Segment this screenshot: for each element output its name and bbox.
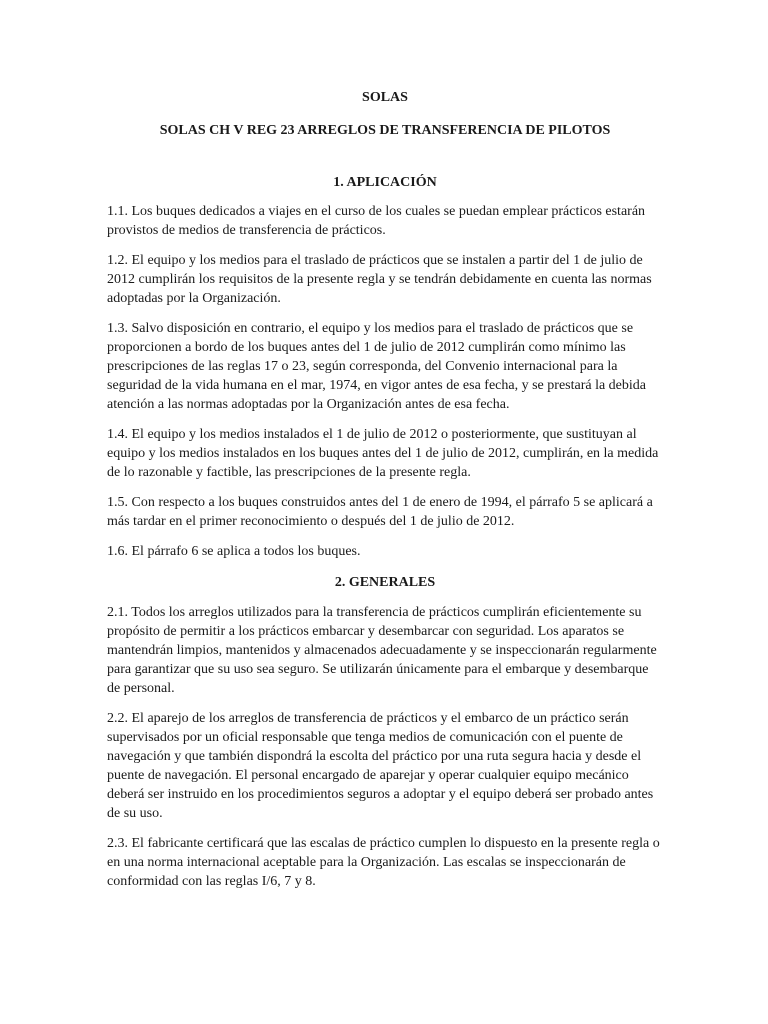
section-heading: 2. GENERALES [334, 575, 436, 590]
paragraph-1-2: 1.2. El equipo y los medios para el traslado de prácticos que se instalen a partir del 1 de julio de 2012 cumplirán los requisitos de la presente regla y se tendrán debidamente en cuenta las normas adoptadas por la Organización. [107, 253, 652, 306]
paragraph-1-3: 1.3. Salvo disposición en contrario, el equipo y los medios para el traslado de prácticos que se proporcionen a bordo de los buques antes del 1 de julio de 2012 cumplirán como mínimo las prescripciones de las reglas 17 o 23, según corresponda, del Convenio internacional para la seguridad de la vida humana en el mar, 1974, en vigor antes de esa fecha, y se prestará la debida atención a las normas adoptadas por la Organización antes de esa fecha. [107, 321, 646, 412]
paragraph-2-3: 2.3. El fabricante certificará que las escalas de práctico cumplen lo dispuesto en la presente regla o en una norma internacional aceptable para la Organización. Las escalas se inspeccionarán de conformidad con las reglas I/6, 7 y 8. [107, 836, 660, 889]
document-title: SOLAS [362, 90, 408, 105]
section-aplicacion [107, 173, 663, 561]
section-heading: 1. APLICACIÓN [333, 175, 437, 190]
paragraph-2-2: 2.2. El aparejo de los arreglos de transferencia de prácticos y el embarco de un práctico serán supervisados por un oficial responsable que tenga medios de comunicación con el puente de navegación y que también dispondrá la escolta del práctico por una ruta segura hacia y desde el puente de navegación. El personal encargado de aparejar y operar cualquier equipo mecánico deberá ser instruido en los procedimientos seguros a adoptar y el equipo deberá ser probado antes de su uso. [107, 711, 654, 821]
paragraph-1-4: 1.4. El equipo y los medios instalados el 1 de julio de 2012 o posteriormente, que sustituyan al equipo y los medios instalados en los buques antes del 1 de julio de 2012, cumplirán, en la medida de lo razonable y factible, las prescripciones de la presente regla. [107, 427, 659, 480]
document-page [107, 88, 663, 902]
paragraph-1-5: 1.5. Con respecto a los buques construidos antes del 1 de enero de 1994, el párrafo 5 se aplicará a más tardar en el primer reconocimiento o después del 1 de julio de 2012. [107, 495, 653, 529]
document-subtitle: SOLAS CH V REG 23 ARREGLOS DE TRANSFERENCIA DE PILOTOS [159, 123, 611, 138]
paragraph-1-6: 1.6. El párrafo 6 se aplica a todos los buques. [107, 544, 361, 559]
section-generales [107, 573, 663, 891]
paragraph-2-1: 2.1. Todos los arreglos utilizados para la transferencia de prácticos cumplirán eficientemente su propósito de permitir a los prácticos embarcar y desembarcar con seguridad. Los aparatos se mantendrán limpios, mantenidos y almacenados adecuadamente y se inspeccionarán regularmente para garantizar que su uso sea seguro. Se utilizarán únicamente para el embarque y desembarque de personal. [107, 605, 657, 696]
paragraph-1-1: 1.1. Los buques dedicados a viajes en el curso de los cuales se puedan emplear prácticos estarán provistos de medios de transferencia de prácticos. [107, 204, 646, 238]
